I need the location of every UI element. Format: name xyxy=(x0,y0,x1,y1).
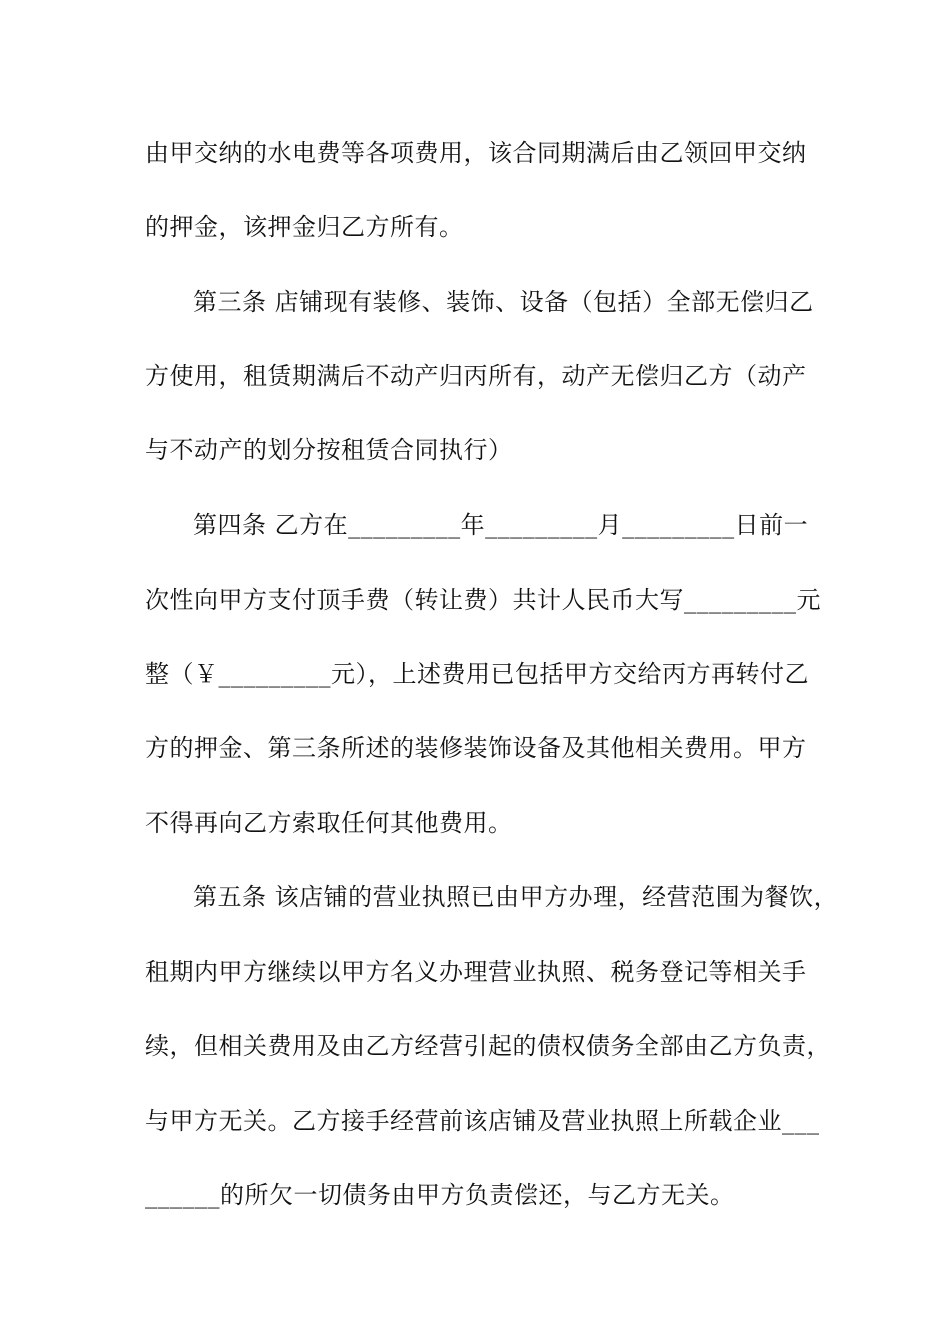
body-text-line: 与甲方无关。乙方接手经营前该店铺及营业执照上所载企业___ xyxy=(145,1107,820,1135)
body-text-line: 方使用，租赁期满后不动产归丙所有，动产无偿归乙方（动产 xyxy=(145,362,807,390)
body-text-line: 与不动产的划分按租赁合同执行） xyxy=(145,436,513,464)
article-4-heading-line: 第四条 乙方在_________年_________月_________日前一 xyxy=(193,511,809,539)
body-text-line: 的押金，该押金归乙方所有。 xyxy=(145,213,464,241)
body-text-line: 不得再向乙方索取任何其他费用。 xyxy=(145,809,513,837)
body-text-line: 由甲交纳的水电费等各项费用，该合同期满后由乙领回甲交纳 xyxy=(145,139,807,167)
body-text-line: ______的所欠一切债务由甲方负责偿还，与乙方无关。 xyxy=(145,1181,735,1209)
body-text-line: 整（￥_________元），上述费用已包括甲方交给丙方再转付乙 xyxy=(145,660,809,688)
body-text-line: 续，但相关费用及由乙方经营引起的债权债务全部由乙方负责， xyxy=(145,1032,831,1060)
body-text-line: 次性向甲方支付顶手费（转让费）共计人民币大写_________元 xyxy=(145,586,821,614)
article-3-heading-line: 第三条 店铺现有装修、装饰、设备（包括）全部无偿归乙 xyxy=(193,288,814,316)
body-text-line: 方的押金、第三条所述的装修装饰设备及其他相关费用。甲方 xyxy=(145,734,807,762)
article-5-heading-line: 第五条 该店铺的营业执照已由甲方办理，经营范围为餐饮， xyxy=(193,883,839,911)
body-text-line: 租期内甲方继续以甲方名义办理营业执照、税务登记等相关手 xyxy=(145,958,807,986)
